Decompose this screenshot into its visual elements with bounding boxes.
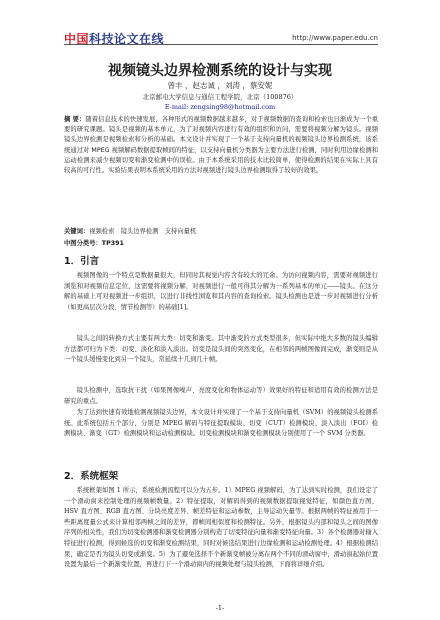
framework-paragraph-1: 系统框架如图 1 所示，系统检测流程可以分为五步。1）MPEG 视频解码，为了达到实时检测，我们设定了一个滑动窗来控制处理的视频帧数量。2）特征提取，对解码得到的视频数据提取视觉特征，如颜色直方图、HSV 直方图、RGB 直方图、分块亮度差异、帧差特征和运动参数，主导运动矢量等。根据两帧的特征被用于一些距离度量公式来计算相邻两帧之间的差异，即帧间相似度和检测特征。另外，根据镜头内部和镜头之间的图像序列的相关性，我们为切变检测器和渐变检测器分别构造了切变特征向量和渐变特征向量。3）各个检测器对输入特征进行检测，得到候选的切变和渐变检测结果，同时对候选结果进行边缘检测和运动检测处理。4）根据检测结果，确定是否为镜头切变或渐变。5）为了避免选择不个新渐变帧被分离在两个不同的滑动窗中，滑动窗起始位置设置为最后一个新渐变位置，再进行下一个滑动窗内的视频处理与镜头检测，下面将详细介绍。 [64, 487, 378, 569]
abstract-label: 摘 要： [64, 116, 86, 123]
header-divider [64, 44, 378, 45]
header-url[interactable]: http://www.paper.edu.cn [292, 34, 378, 42]
paper-authors: 曾丰 ，赵志诚 ，刘涛 ，蔡安妮 [167, 81, 273, 90]
abstract-text: 随着信息技术的快速发展，各种形式的视频数据越来越多，对于视频数据的查询和检索也日渐成为一个重要的研究课题。镜头是视频的基本单元，为了对视频内容进行有效的组织和访问，需要将视频分解为镜头。视频镜头边界检测是视频检索和分析的基础。本文设计并实现了一个基于支持向量机的视频镜头边界检测系统，该系统通过对 MPEG 视频解码数据提取帧间的特征，以支持向量机分类器为主要方法进行检测，同时利用边缘检测和运动检测来减少视频切变和渐变检测中的误检。由于本系统采用的技术比较简单，使得检测的结果在实际上具有较高的可行性。实验结果表明本系统采用的方法对视频进行镜头边界检测取得了较好的效果。 [64, 116, 379, 175]
email-link[interactable]: E-mail: zengsing98@hotmail.com [164, 103, 276, 111]
section-heading-intro: 1．引言 [64, 256, 100, 267]
classification [64, 238, 378, 247]
page-header [0, 0, 440, 44]
paper-affiliation: 北京邮电大学信息与通信工程学院，北京（100876） [142, 93, 298, 101]
keywords-label: 关键词： [64, 228, 90, 235]
section-heading-framework: 2．系统框架 [64, 471, 119, 482]
logo-part-2: 科技论文在线 [89, 32, 165, 46]
classification-number: TP391 [101, 240, 124, 247]
intro-paragraph-1: 视频图像的一个特点是数据量很大，但同时其视觉内容含有较大的冗余。为访问视频内容，需要对视频进行浏览和对视频信息定位，这需要将视频分解，对视频进行一般可得其分解为一系列基本的单元——镜头。在这分解的基础上可对视频进一步组织，以进行非线性浏览和其内容的查询检索。镜头检测也是进一步对视频进行分析（如更高层次分段、情节检测等）的基础[1]。 [64, 272, 378, 311]
classification-label: 中图分类号： [64, 240, 102, 247]
abstract [64, 115, 378, 176]
paper-title: 视频镜头边界检测系统的设计与实现 [108, 63, 332, 79]
intro-paragraph-4: 为了达到快速有效地检测视频镜头边界，本文设计并实现了一个基于支持向量机（SVM）的视频镜头检测系统。此系统包括五个部分，分别是 MPEG 解码与特征提取模块、切变（CUT）检测模块、淡入淡出（FOI）检测模块、渐变（GT）检测模块和运动检测模块。切变检测模块和渐变检测模块分别使用了一个 SVM 分类器。 [64, 409, 378, 438]
intro-paragraph-3: 镜头检测中，选取抗干扰（如果图像噪声、亮度变化和物体运动等）效果好的特征和适用有效的检测方法是研究的重点。 [64, 387, 378, 405]
page-number: -1- [215, 604, 225, 612]
keywords [64, 226, 378, 235]
paper-email [0, 103, 440, 112]
keywords-text: 视频检索 镜头边界检测 支持向量机 [89, 228, 197, 235]
intro-paragraph-2: 镜头之间的转换方式主要有两大类：切变和渐变。其中渐变的方式类型很多，但实际中绝大多数的镜头编辑方法都可归为下类：切变、淡化和淡入淡出。切变是镜头间的突然变化，在相邻的两帧图像间完成，渐变则是从一个镜头缓慢变化到另一个镜头，常延续十几到几十帧。 [64, 335, 378, 364]
logo-part-1: 中国 [64, 32, 90, 46]
